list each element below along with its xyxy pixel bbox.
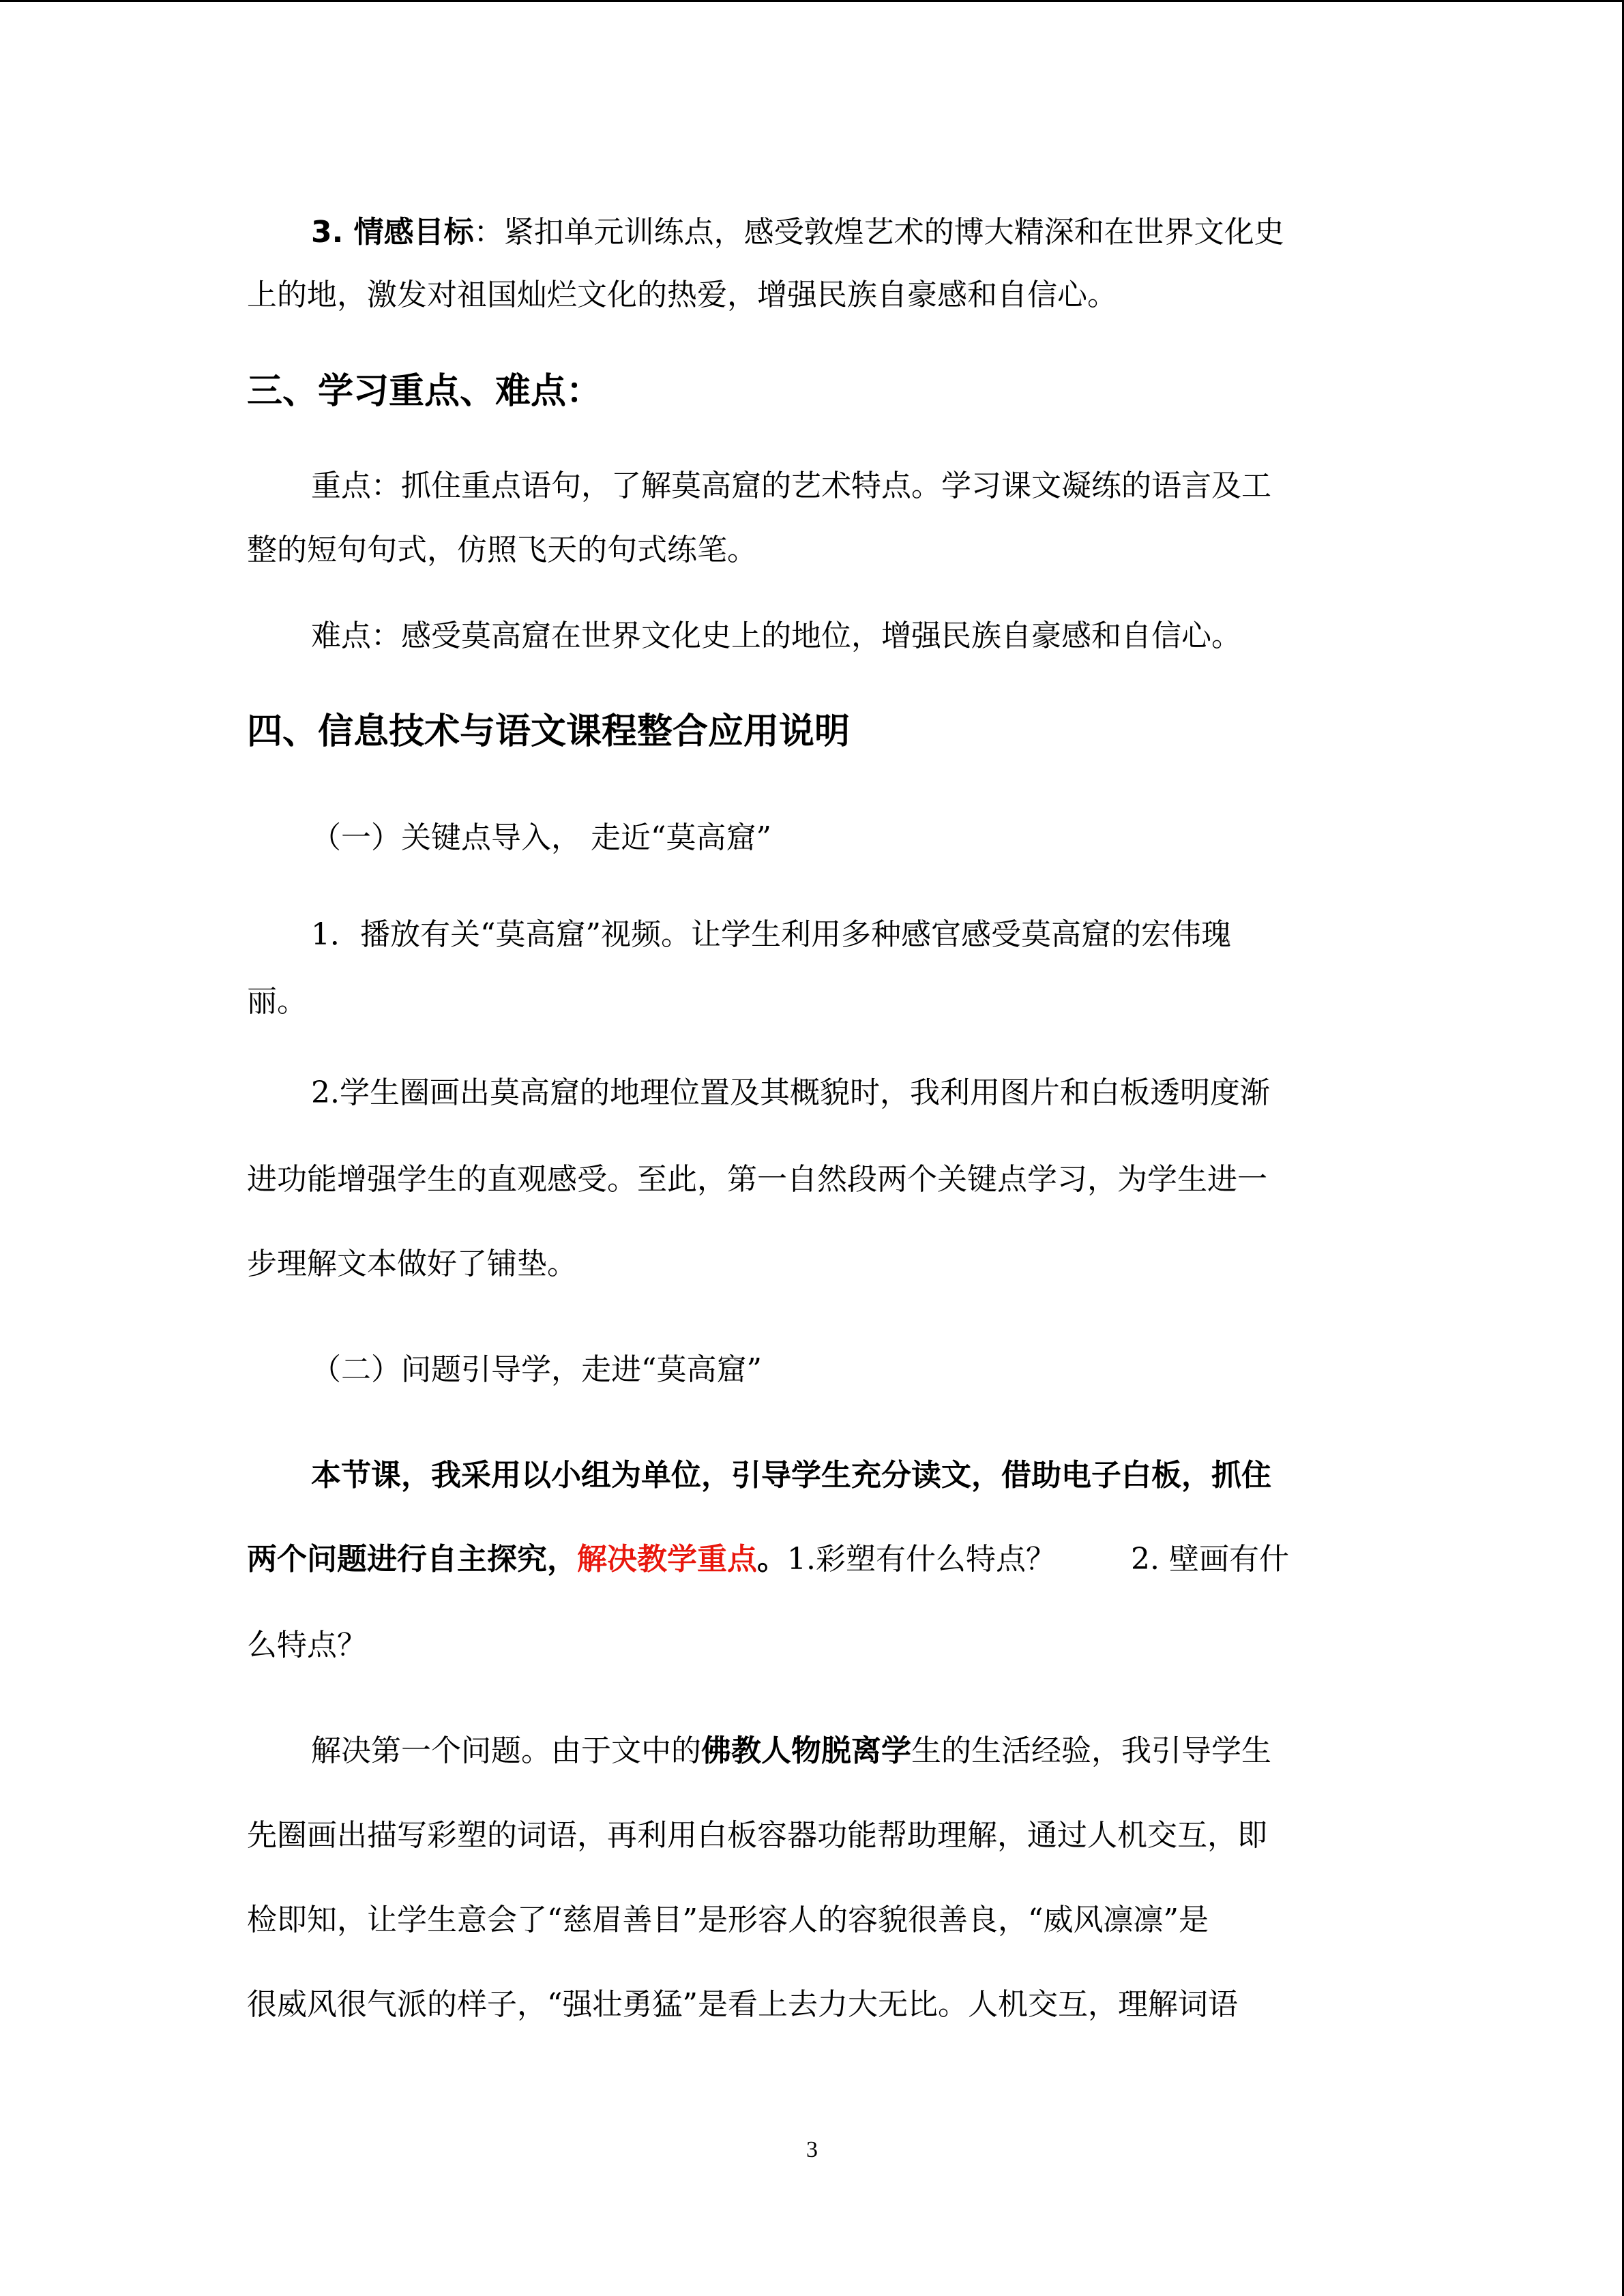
part2-title: （二）问题引导学，走进“莫高窟” [311, 1352, 762, 1387]
goal3-line2: 上的地，激发对祖国灿烂文化的热爱，增强民族自豪感和自信心。 [247, 278, 1117, 312]
part2-intro-line3: 么特点？ [247, 1628, 367, 1663]
part2-intro-line1: 本节课，我采用以小组为单位，引导学生充分读文，借助电子白板，抓住 [311, 1458, 1271, 1493]
solve-line4: 很威风很气派的样子，“强壮勇猛”是看上去力大无比。人机交互，理解词语 [247, 1987, 1238, 2022]
key-points-line2: 整的短句句式，仿照飞天的句式练笔。 [247, 533, 757, 567]
section3-heading: 三、学习重点、难点： [247, 371, 602, 412]
page-number: 3 [806, 2137, 818, 2162]
goal3-text1: ：紧扣单元训练点，感受敦煌艺术的博大精深和在世界文化史 [473, 215, 1284, 250]
part1-item2-line2: 进功能增强学生的直观感受。至此，第一自然段两个关键点学习，为学生进一 [247, 1162, 1267, 1197]
solve-text-b: 生的生活经验，我引导学生 [911, 1733, 1271, 1768]
question-2: 2. 壁画有什 [1130, 1542, 1289, 1577]
part1-item2-line1: 2.学生圈画出莫高窟的地理位置及其概貌时，我利用图片和白板透明度渐 [311, 1075, 1270, 1110]
intro-bold-text: 两个问题进行自主探究， [247, 1542, 577, 1577]
part1-item1-line2: 丽。 [247, 984, 307, 1019]
part2-intro-line2 [247, 1539, 1289, 1580]
part1-item2-line3: 步理解文本做好了铺垫。 [247, 1247, 577, 1281]
key-points-line1: 重点：抓住重点语句，了解莫高窟的艺术特点。学习课文凝练的语言及工 [311, 468, 1271, 503]
solve-line3: 检即知，让学生意会了“慈眉善目”是形容人的容貌很善良，“威风凛凛”是 [247, 1903, 1209, 1937]
solve-line1 [311, 1731, 1271, 1772]
goal3-line1 [311, 212, 1284, 253]
section4-heading: 四、信息技术与语文课程整合应用说明 [247, 711, 851, 752]
intro-period: 。 [757, 1542, 787, 1577]
part1-title: （一）关键点导入， 走近“莫高窟” [311, 820, 771, 855]
goal3-label: 3. 情感目标 [311, 215, 474, 250]
difficulty-line: 难点：感受莫高窟在世界文化史上的地位，增强民族自豪感和自信心。 [311, 618, 1241, 653]
solve-bold-text: 佛教人物脱离学 [701, 1733, 911, 1768]
question-1: 1.彩塑有什么特点？ [787, 1542, 1056, 1577]
solve-line2: 先圈画出描写彩塑的词语，再利用白板容器功能帮助理解，通过人机交互，即 [247, 1818, 1267, 1853]
solve-text-a: 解决第一个问题。由于文中的 [311, 1733, 701, 1768]
part1-item1-line1: 1．播放有关“莫高窟”视频。让学生利用多种感官感受莫高窟的宏伟瑰 [311, 917, 1231, 952]
highlight-key-point: 解决教学重点 [577, 1542, 757, 1577]
